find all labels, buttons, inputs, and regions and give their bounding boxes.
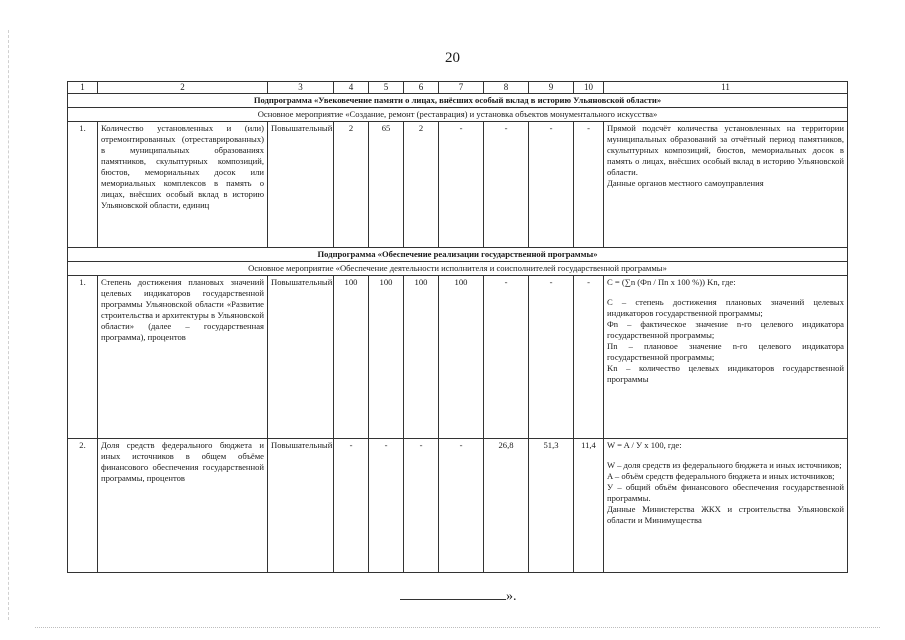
formula-line: W = A / У x 100, где: [607, 440, 682, 450]
value-cell: 2 [404, 122, 439, 248]
col-header: 11 [604, 82, 848, 94]
indicator-table [67, 81, 848, 573]
value-cell: - [334, 439, 369, 573]
indicator-direction: Повышательный [268, 122, 334, 248]
activity-title: Основное мероприятие «Обеспечение деятельности исполнителя и соисполнителей государственной программы» [68, 262, 848, 276]
value-cell: - [369, 439, 404, 573]
indicator-name: Количество установленных и (или) отремонтированных (отреставрированных) в муниципальных образованиях памятников, скульптурных композиций, бюстов, мемориальных досок или мемориальных комплексов в память о лицах, внёсших особый вклад в историю Ульяновской области, единиц [98, 122, 268, 248]
col-header: 10 [574, 82, 604, 94]
row-number: 1. [68, 122, 98, 248]
col-header: 8 [484, 82, 529, 94]
value-cell: - [484, 276, 529, 439]
activity-row [68, 108, 848, 122]
calculation-method [604, 122, 848, 248]
page-number: 20 [445, 50, 460, 66]
column-number-row [68, 82, 848, 94]
col-header: 3 [268, 82, 334, 94]
value-cell: 11,4 [574, 439, 604, 573]
value-cell: 100 [369, 276, 404, 439]
activity-title: Основное мероприятие «Создание, ремонт (реставрация) и установка объектов монументального искусства» [68, 108, 848, 122]
subprogram-title: Подпрограмма «Обеспечение реализации государственной программы» [68, 248, 848, 262]
value-cell: - [484, 122, 529, 248]
subprogram-title: Подпрограмма «Увековечение памяти о лицах, внёсших особый вклад в историю Ульяновской области» [68, 94, 848, 108]
value-cell: - [574, 122, 604, 248]
value-cell: - [404, 439, 439, 573]
value-cell: - [439, 439, 484, 573]
signature-line [400, 588, 506, 600]
value-cell: - [529, 276, 574, 439]
method-line: Данные органов местного самоуправления [607, 178, 764, 188]
margin-guide [8, 30, 9, 620]
method-line: Прямой подсчёт количества установленных на территории муниципальных образований за отчётный период памятников, скульптурных композиций, бюстов, мемориальных досок в память о лицах, внёсших особый вклад в историю Ульяновской области. [607, 123, 844, 177]
method-line: Фn – фактическое значение n-го целевого индикатора государственной программы; [607, 319, 844, 340]
closing-mark [400, 588, 517, 605]
value-cell: 2 [334, 122, 369, 248]
value-cell: 65 [369, 122, 404, 248]
col-header: 4 [334, 82, 369, 94]
method-line: C – степень достижения плановых значений целевых индикаторов государственной программы; [607, 297, 844, 318]
value-cell: - [439, 122, 484, 248]
indicator-name: Доля средств федерального бюджета и иных источников в общем объёме финансового обеспечения государственной программы, процентов [98, 439, 268, 573]
col-header: 5 [369, 82, 404, 94]
method-line: У – общий объём финансового обеспечения государственной программы. [607, 482, 844, 503]
col-header: 7 [439, 82, 484, 94]
indicator-direction: Повышательный [268, 439, 334, 573]
table-row [68, 122, 848, 248]
col-header: 1 [68, 82, 98, 94]
subprogram-row [68, 94, 848, 108]
method-line: Данные Министерства ЖКХ и строительства Ульяновской области и Минимущества [607, 504, 844, 525]
value-cell: 100 [404, 276, 439, 439]
method-line: A – объём средств федерального бюджета и иных источников; [607, 471, 835, 481]
method-line: Пn – плановое значение n-го целевого индикатора государственной программы; [607, 341, 844, 362]
closing-quote: ». [506, 589, 517, 604]
method-line: W – доля средств из федерального бюджета и иных источников; [607, 460, 842, 470]
indicator-direction: Повышательный [268, 276, 334, 439]
formula-line: C = (∑n (Фn / Пn x 100 %)) Kn, где: [607, 277, 736, 287]
col-header: 2 [98, 82, 268, 94]
scan-edge [35, 627, 880, 628]
row-number: 1. [68, 276, 98, 439]
table-row [68, 276, 848, 439]
calculation-method [604, 276, 848, 439]
value-cell: - [574, 276, 604, 439]
table-row [68, 439, 848, 573]
activity-row [68, 262, 848, 276]
col-header: 6 [404, 82, 439, 94]
value-cell: 51,3 [529, 439, 574, 573]
value-cell: - [529, 122, 574, 248]
indicator-name: Степень достижения плановых значений целевых индикаторов государственной программы Ульяновской области «Развитие строительства и архитектуры в Ульяновской области» (далее – государственная программа), процентов [98, 276, 268, 439]
row-number: 2. [68, 439, 98, 573]
subprogram-row [68, 248, 848, 262]
method-line: Kn – количество целевых индикаторов государственной программы [607, 363, 844, 384]
value-cell: 26,8 [484, 439, 529, 573]
value-cell: 100 [334, 276, 369, 439]
value-cell: 100 [439, 276, 484, 439]
col-header: 9 [529, 82, 574, 94]
calculation-method [604, 439, 848, 573]
